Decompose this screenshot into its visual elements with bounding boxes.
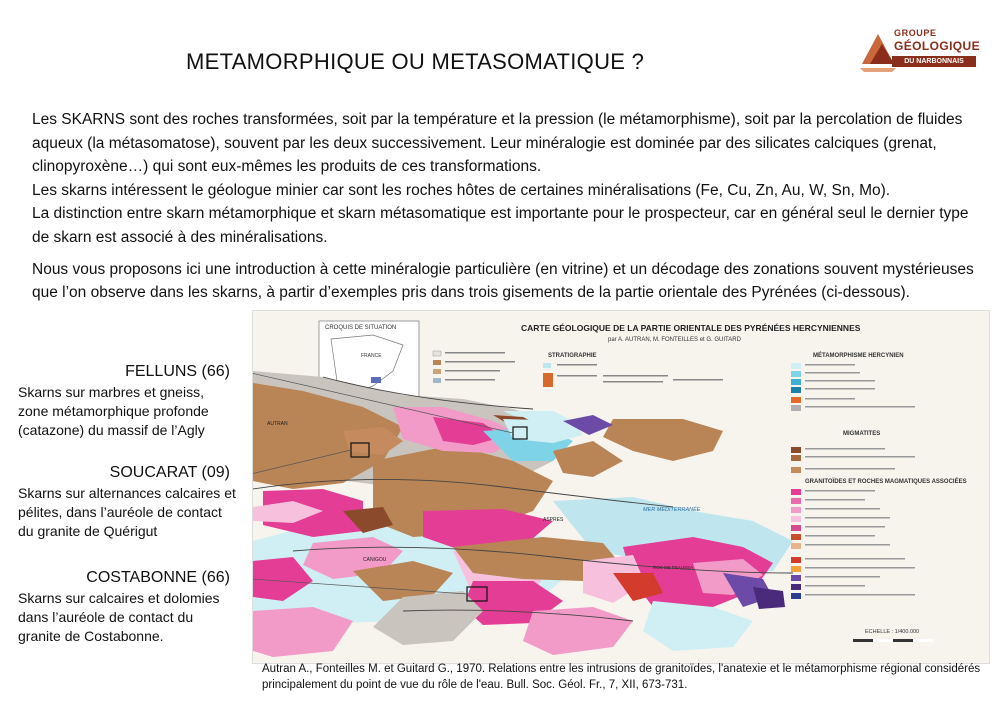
sea-label: MER MÉDITERRANÉE bbox=[643, 507, 701, 513]
intro-paragraph: Les skarns intéressent le géologue minier car sont les roches hôtes de certaines minéralisations (Fe, Cu, Zn, Au, W, Sn, Mo). bbox=[32, 181, 891, 199]
place-label: CANIGOU bbox=[363, 557, 387, 563]
site-name: FELLUNS (66) bbox=[125, 363, 230, 380]
site-description: Skarns sur calcaires et dolomies dans l’auréole de contact du granite de Costabonne. bbox=[18, 590, 220, 644]
map-caption: Autran A., Fonteilles M. et Guitard G., 1970. Relations entre les intrusions de granitoïdes, l'anatexie et le métamorphisme régional considérés principalement du point de vue du rôle de l'eau. Bull. Soc. Géol. Fr., 7, XII, 673-731. bbox=[262, 663, 981, 691]
intro-paragraph: Les SKARNS sont des roches transformées, soit par la température et la pression (le métamorphisme), soit par la percolation de fluides aqueux (la métasomatose), souvent par les deux successivement. Leur minéralogie est dominée par des silicates calciques (grenat, clinopyroxène…) qui sont eux-mêmes les produits de ces transformations. bbox=[32, 111, 963, 176]
intro-text bbox=[32, 108, 977, 305]
intro-paragraph: La distinction entre skarn métamorphique et skarn métasomatique est importante pour le prospecteur, car en général seul le dernier type de skarn est associé à des minéralisations. bbox=[32, 205, 969, 246]
legend-head: MÉTAMORPHISME HERCYNIEN bbox=[813, 353, 904, 359]
site-felluns bbox=[18, 362, 238, 440]
inset-title: CROQUIS DE SITUATION bbox=[325, 325, 397, 331]
logo-line-2: GÉOLOGIQUE bbox=[894, 39, 981, 53]
site-costabonne bbox=[18, 568, 238, 646]
intro-paragraph: Nous vous proposons ici une introduction à cette minéralogie particulière (en vitrine) et un décodage des zonations souvent mystérieuses que l’on observe dans les skarns, à partir d’exemples pris dans trois gisements de la partie orientale des Pyrénées (ci-dessous). bbox=[32, 260, 974, 302]
site-description: Skarns sur alternances calcaires et pélites, dans l’auréole de contact du granite de Quérigut bbox=[18, 485, 236, 539]
site-name: SOUCARAT (09) bbox=[109, 464, 230, 481]
logo-line-3: DU NARBONNAIS bbox=[892, 56, 976, 67]
legend-head: GRANITOÏDES ET ROCHES MAGMATIQUES ASSOCIÉES bbox=[805, 479, 967, 485]
page-title: METAMORPHIQUE OU METASOMATIQUE ? bbox=[186, 49, 645, 74]
logo-line-1: GROUPE bbox=[894, 28, 937, 38]
legend-head: MIGMATITES bbox=[843, 431, 881, 437]
place-label: AUTRAN bbox=[267, 421, 288, 427]
legend-migmatites bbox=[791, 447, 801, 473]
scale-label: ECHELLE : 1/400.000 bbox=[865, 629, 920, 635]
legend-head: STRATIGRAPHIE bbox=[548, 353, 597, 359]
logo bbox=[858, 26, 981, 76]
inset-label: FRANCE bbox=[361, 353, 382, 359]
legend-metamorphism bbox=[791, 363, 801, 411]
map-authors: par A. AUTRAN, M. FONTEILLES et G. GUITARD bbox=[608, 337, 741, 343]
geological-map bbox=[252, 310, 990, 664]
geological-map-figure bbox=[253, 311, 989, 663]
legend-granitoids bbox=[791, 489, 801, 599]
site-soucarat bbox=[18, 463, 238, 541]
place-label: ROC DE FRAUSSA bbox=[653, 565, 694, 570]
place-label: ASPRES bbox=[543, 517, 564, 523]
site-description: Skarns sur marbres et gneiss, zone métamorphique profonde (catazone) du massif de l’Agly bbox=[18, 384, 209, 438]
site-name: COSTABONNE (66) bbox=[86, 569, 230, 586]
map-title: CARTE GÉOLOGIQUE DE LA PARTIE ORIENTALE DES PYRÉNÉES HERCYNIENNES bbox=[521, 323, 861, 333]
map-units bbox=[253, 371, 793, 657]
inset-location-box bbox=[371, 377, 381, 383]
